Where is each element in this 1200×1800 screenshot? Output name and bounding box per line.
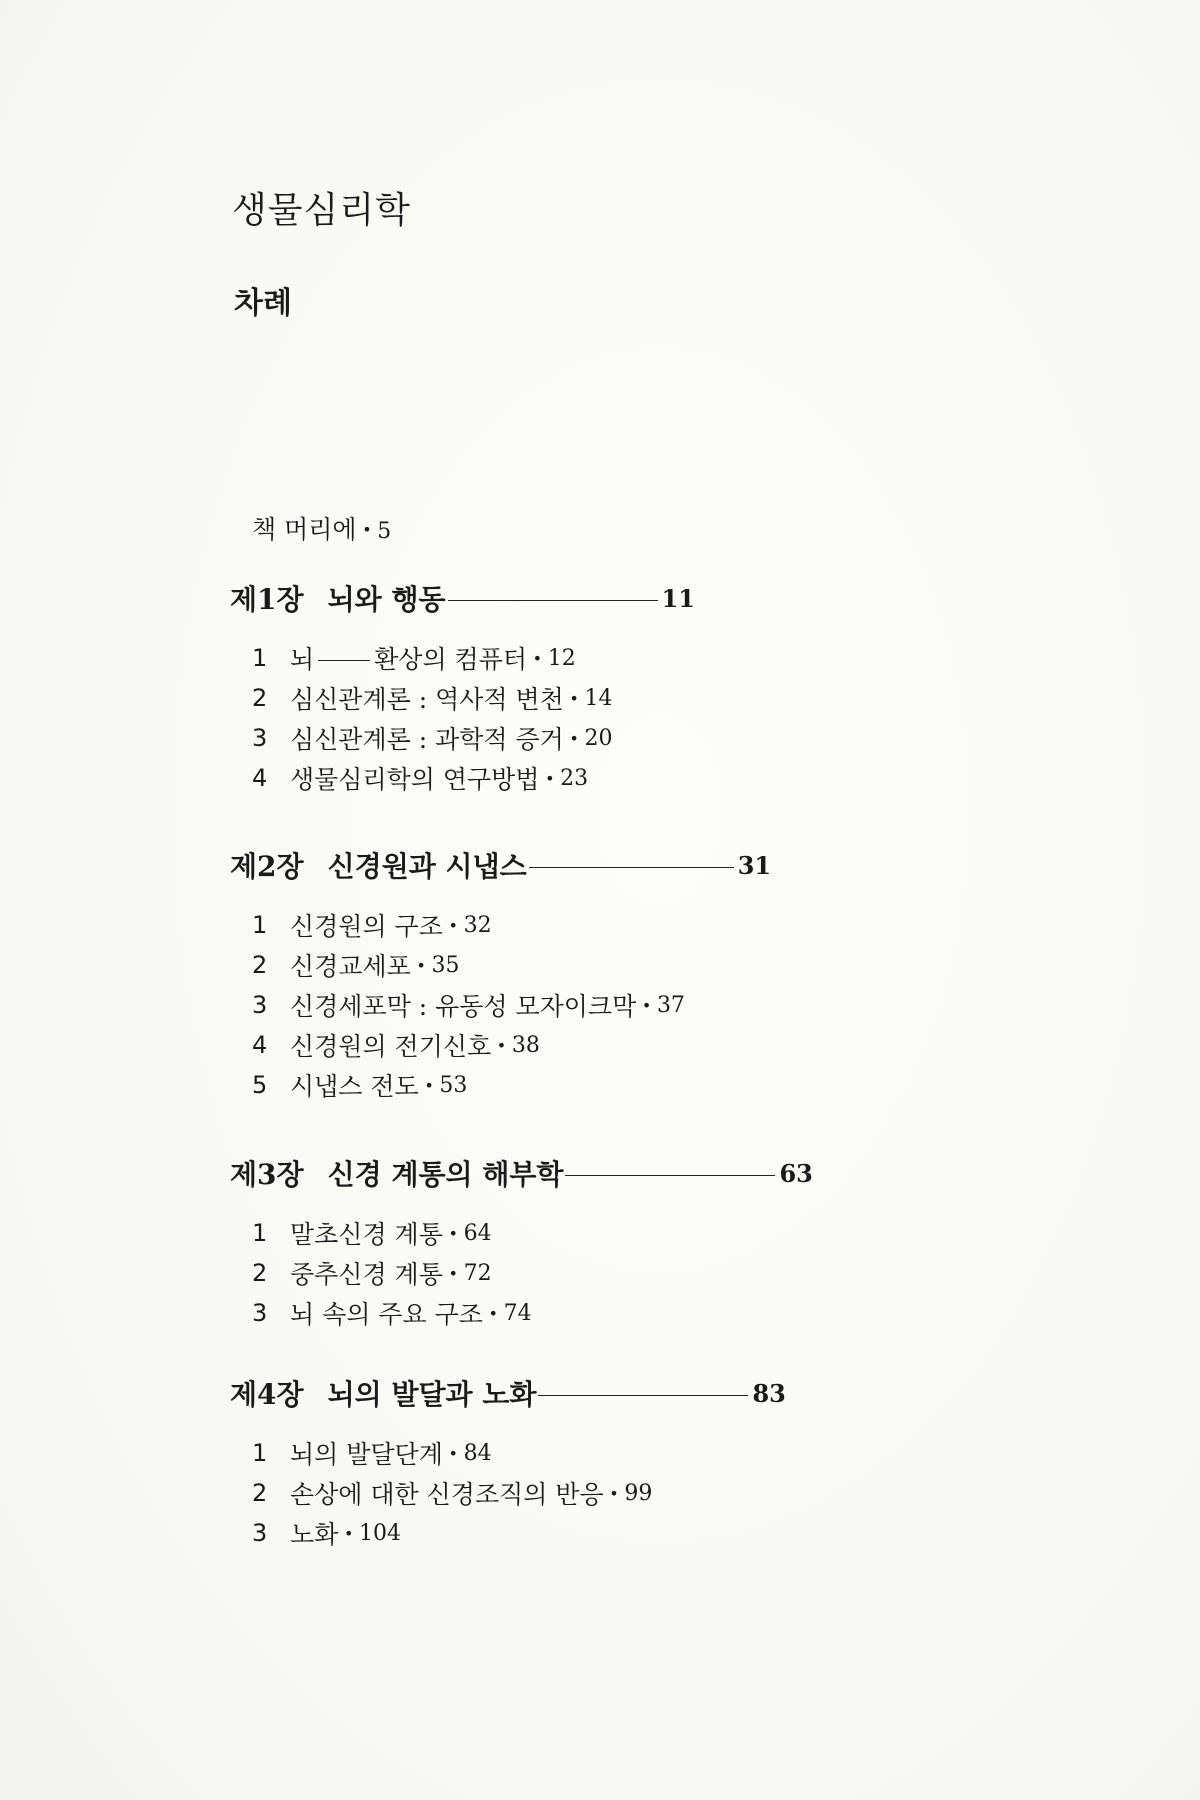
chapter-4 bbox=[230, 1373, 870, 1553]
preface-title: 책 머리에 bbox=[252, 515, 357, 544]
section-number: 1 bbox=[252, 644, 268, 672]
section-title: 노화 bbox=[290, 1520, 339, 1549]
section-number: 2 bbox=[252, 951, 268, 979]
section-entry bbox=[230, 905, 870, 945]
section-page: 37 bbox=[656, 992, 685, 1018]
section-title: 신경교세포 bbox=[290, 952, 411, 981]
section-page: 35 bbox=[431, 952, 460, 978]
separator-dot: · bbox=[344, 1518, 354, 1548]
contents-label: 차례 bbox=[234, 286, 292, 321]
section-page: 99 bbox=[624, 1480, 653, 1506]
preface-entry bbox=[252, 510, 391, 546]
section-title-part: 뇌 bbox=[290, 645, 315, 674]
leader-line bbox=[538, 1395, 748, 1396]
section-number: 2 bbox=[252, 1479, 268, 1507]
section-title: 심신관계론 : 역사적 변천 bbox=[290, 685, 564, 714]
separator-dot: · bbox=[533, 643, 542, 673]
section-list bbox=[230, 1213, 870, 1333]
section-page: 32 bbox=[463, 912, 492, 938]
separator-dot: · bbox=[545, 763, 555, 793]
chapter-page: 11 bbox=[661, 583, 695, 613]
separator-dot: · bbox=[642, 990, 651, 1020]
section-number: 3 bbox=[252, 1519, 268, 1547]
dash bbox=[318, 660, 370, 661]
section-entry bbox=[230, 1293, 870, 1333]
section-number: 4 bbox=[252, 1031, 268, 1059]
chapter-number: 제1장 bbox=[230, 583, 304, 616]
chapter-heading bbox=[230, 1373, 870, 1413]
section-page: 14 bbox=[584, 685, 613, 711]
section-page: 64 bbox=[463, 1220, 492, 1246]
section-title: 시냅스 전도 bbox=[290, 1072, 419, 1101]
section-title: 생물심리학의 연구방법 bbox=[290, 765, 540, 794]
separator-dot: · bbox=[497, 1030, 506, 1060]
section-number: 1 bbox=[252, 1439, 268, 1467]
section-entry bbox=[230, 678, 870, 718]
section-list bbox=[230, 905, 870, 1105]
chapter-number: 제2장 bbox=[230, 850, 304, 883]
section-title: 뇌의 발달단계 bbox=[290, 1440, 443, 1469]
section-page: 20 bbox=[584, 725, 613, 751]
section-page: 72 bbox=[463, 1260, 492, 1286]
section-page: 38 bbox=[511, 1032, 540, 1058]
chapter-title: 신경원과 시냅스 bbox=[327, 850, 527, 883]
chapter-heading bbox=[230, 1153, 870, 1193]
section-title: 신경세포막 : 유동성 모자이크막 bbox=[290, 992, 637, 1021]
section-entry bbox=[230, 945, 870, 985]
separator-dot: · bbox=[569, 723, 579, 753]
separator-dot: · bbox=[448, 1218, 458, 1248]
separator-dot: · bbox=[448, 1258, 458, 1288]
separator-dot: · bbox=[362, 515, 372, 544]
separator-dot: · bbox=[488, 1298, 498, 1328]
chapter-page: 83 bbox=[752, 1378, 786, 1408]
section-number: 5 bbox=[252, 1071, 268, 1099]
section-title: 중추신경 계통 bbox=[290, 1260, 443, 1289]
leader-line bbox=[448, 600, 658, 601]
separator-dot: · bbox=[448, 1438, 458, 1468]
section-entry bbox=[230, 985, 870, 1025]
chapter-number: 제3장 bbox=[230, 1158, 304, 1191]
section-entry bbox=[230, 1025, 870, 1065]
section-entry bbox=[230, 758, 870, 798]
section-page: 53 bbox=[439, 1072, 468, 1098]
section-number: 1 bbox=[252, 1219, 268, 1247]
separator-dot: · bbox=[569, 683, 579, 713]
section-number: 2 bbox=[252, 1259, 268, 1287]
book-title: 생물심리학 bbox=[232, 190, 411, 231]
chapter-title: 뇌의 발달과 노화 bbox=[327, 1378, 537, 1411]
section-entry bbox=[230, 1253, 870, 1293]
section-entry bbox=[230, 638, 870, 678]
section-page: 104 bbox=[359, 1520, 402, 1546]
chapter-2 bbox=[230, 845, 870, 1105]
section-number: 2 bbox=[252, 684, 268, 712]
chapter-title: 신경 계통의 해부학 bbox=[327, 1158, 564, 1191]
section-title: 손상에 대한 신경조직의 반응 bbox=[290, 1480, 604, 1509]
section-title: 신경원의 전기신호 bbox=[290, 1032, 492, 1061]
section-entry bbox=[230, 1213, 870, 1253]
section-entry bbox=[230, 1513, 870, 1553]
chapter-page: 31 bbox=[737, 850, 772, 880]
chapter-1 bbox=[230, 578, 870, 798]
separator-dot: · bbox=[609, 1478, 619, 1508]
section-page: 84 bbox=[463, 1440, 492, 1466]
section-page: 12 bbox=[547, 645, 576, 671]
leader-line bbox=[529, 867, 734, 868]
section-title: 말초신경 계통 bbox=[290, 1220, 443, 1249]
chapter-number: 제4장 bbox=[230, 1378, 304, 1411]
preface-page: 5 bbox=[377, 519, 392, 544]
section-entry bbox=[230, 1473, 870, 1513]
chapter-heading bbox=[230, 578, 870, 618]
chapter-heading bbox=[230, 845, 870, 885]
chapter-title: 뇌와 행동 bbox=[327, 583, 446, 616]
separator-dot: · bbox=[448, 910, 458, 940]
section-list bbox=[230, 638, 870, 798]
section-title-part: 환상의 컴퓨터 bbox=[374, 645, 528, 674]
section-entry bbox=[230, 1433, 870, 1473]
section-entry bbox=[230, 718, 870, 758]
leader-line bbox=[565, 1175, 775, 1176]
chapter-3 bbox=[230, 1153, 870, 1333]
section-entry bbox=[230, 1065, 870, 1105]
section-number: 3 bbox=[252, 724, 268, 752]
section-title: 심신관계론 : 과학적 증거 bbox=[290, 725, 564, 754]
section-list bbox=[230, 1433, 870, 1553]
section-number: 1 bbox=[252, 911, 268, 939]
section-title: 신경원의 구조 bbox=[290, 912, 443, 941]
separator-dot: · bbox=[416, 950, 426, 980]
section-number: 4 bbox=[252, 764, 268, 792]
chapter-page: 63 bbox=[779, 1158, 813, 1188]
section-title: 뇌 속의 주요 구조 bbox=[290, 1300, 483, 1329]
section-number: 3 bbox=[252, 991, 268, 1019]
section-page: 23 bbox=[560, 765, 589, 791]
separator-dot: · bbox=[424, 1070, 434, 1100]
section-number: 3 bbox=[252, 1299, 268, 1327]
section-page: 74 bbox=[503, 1300, 532, 1326]
